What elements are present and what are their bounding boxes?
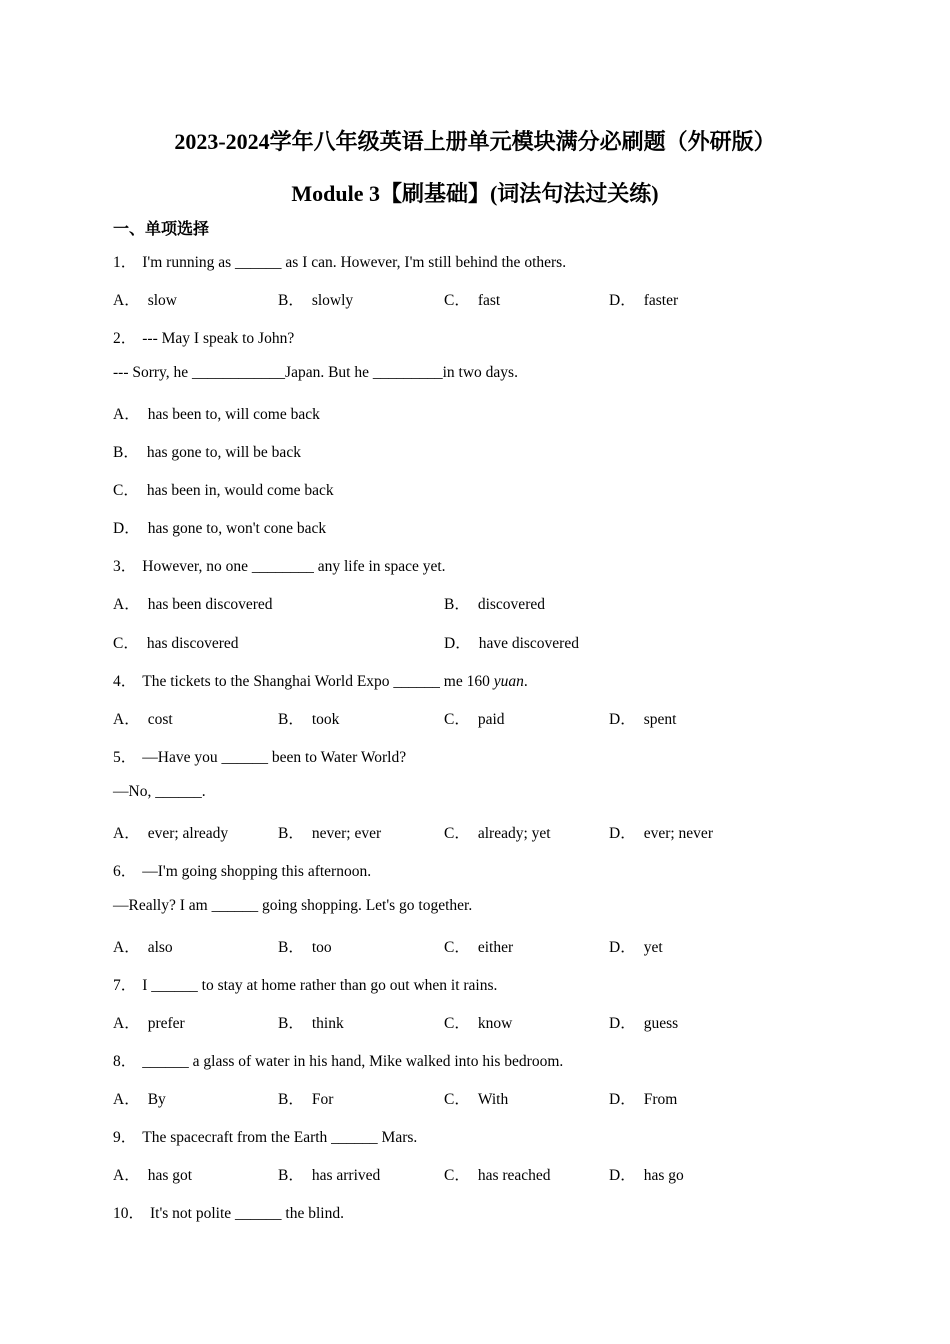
option-b[interactable]: [278, 707, 339, 729]
option-letter: D．: [609, 825, 636, 842]
option-text: has been in, would come back: [146, 482, 334, 499]
option-b[interactable]: [444, 592, 545, 614]
option-text: For: [311, 1091, 334, 1108]
question-number: 10．: [113, 1205, 145, 1222]
option-text: think: [311, 1015, 344, 1032]
option-text: faster: [643, 292, 679, 309]
option-letter: C．: [444, 825, 470, 842]
option-text: has got: [147, 1167, 193, 1184]
option-letter: A．: [113, 825, 140, 842]
option-text: discovered: [477, 596, 545, 613]
option-text: has been discovered: [147, 596, 273, 613]
option-d[interactable]: [609, 1163, 684, 1185]
option-letter: A．: [113, 406, 140, 423]
question-2-line-2: --- Sorry, he ____________Japan. But he _________in two days.: [113, 364, 518, 381]
option-c[interactable]: [444, 288, 500, 310]
option-text: ever; already: [147, 825, 229, 842]
question-9: [113, 1125, 417, 1147]
question-text: —Have you ______ been to Water World?: [142, 749, 407, 766]
question-number: 5．: [113, 749, 137, 766]
question-1: [113, 250, 566, 272]
option-c[interactable]: [444, 1011, 512, 1033]
question-number: 9．: [113, 1129, 137, 1146]
option-letter: C．: [444, 939, 470, 956]
question-number: 4．: [113, 673, 137, 690]
option-letter: A．: [113, 1091, 140, 1108]
option-letter: A．: [113, 1015, 140, 1032]
option-text: have discovered: [478, 635, 579, 652]
question-number: 7．: [113, 977, 137, 994]
option-c[interactable]: [444, 707, 505, 729]
document-subtitle: Module 3【刷基础】(词法句法过关练): [291, 181, 659, 206]
option-a[interactable]: [113, 402, 320, 424]
option-text: too: [311, 939, 332, 956]
option-text: has gone to, won't cone back: [147, 520, 327, 537]
option-d[interactable]: [609, 935, 663, 957]
question-text: The spacecraft from the Earth ______ Mars.: [142, 1129, 418, 1146]
option-letter: D．: [113, 520, 140, 537]
option-text: prefer: [147, 1015, 185, 1032]
option-d[interactable]: [609, 821, 713, 843]
option-b[interactable]: [278, 288, 353, 310]
option-letter: C．: [113, 482, 139, 499]
section-heading: 一、单项选择: [113, 219, 210, 238]
option-c[interactable]: [444, 1087, 508, 1109]
question-number: 6．: [113, 863, 137, 880]
question-number: 8．: [113, 1053, 137, 1070]
option-b[interactable]: [278, 1163, 380, 1185]
option-letter: B．: [278, 292, 304, 309]
option-b[interactable]: [113, 440, 301, 462]
option-text: slowly: [311, 292, 354, 309]
question-7: [113, 973, 497, 995]
option-letter: A．: [113, 292, 140, 309]
question-6: [113, 859, 371, 881]
option-text: slow: [147, 292, 177, 309]
option-text: took: [311, 711, 340, 728]
option-text: cost: [147, 711, 173, 728]
option-d[interactable]: [113, 516, 326, 538]
option-a[interactable]: [113, 821, 228, 843]
option-letter: D．: [609, 292, 636, 309]
option-letter: D．: [609, 1015, 636, 1032]
question-number: 1．: [113, 254, 137, 271]
option-d[interactable]: [609, 288, 678, 310]
option-text: paid: [477, 711, 505, 728]
option-text: never; ever: [311, 825, 382, 842]
question-10: [113, 1201, 344, 1223]
question-text: I'm running as ______ as I can. However, I'm still behind the others.: [142, 254, 567, 271]
question-number: 2．: [113, 330, 137, 347]
option-a[interactable]: [113, 1011, 185, 1033]
question-text: The tickets to the Shanghai World Expo ______ me 160: [142, 673, 494, 690]
option-text: ever; never: [643, 825, 713, 842]
question-text-tail: .: [523, 673, 528, 690]
option-text: guess: [643, 1015, 679, 1032]
option-b[interactable]: [278, 1011, 344, 1033]
option-letter: D．: [609, 1167, 636, 1184]
option-b[interactable]: [278, 821, 381, 843]
option-d[interactable]: [609, 1011, 678, 1033]
option-letter: B．: [113, 444, 139, 461]
option-text: has been to, will come back: [147, 406, 320, 423]
option-a[interactable]: [113, 1087, 166, 1109]
option-letter: D．: [609, 711, 636, 728]
option-letter: D．: [444, 635, 471, 652]
option-text: yet: [643, 939, 663, 956]
question-number: 3．: [113, 558, 137, 575]
option-letter: C．: [444, 1167, 470, 1184]
option-d[interactable]: [609, 1087, 677, 1109]
question-4: [113, 669, 528, 691]
option-text: fast: [477, 292, 501, 309]
option-a[interactable]: [113, 707, 173, 729]
option-letter: A．: [113, 939, 140, 956]
option-a[interactable]: [113, 935, 173, 957]
option-letter: B．: [278, 1167, 304, 1184]
question-text: ______ a glass of water in his hand, Mike walked into his bedroom.: [142, 1053, 564, 1070]
option-text: With: [477, 1091, 509, 1108]
question-text: It's not polite ______ the blind.: [150, 1205, 344, 1222]
option-letter: D．: [609, 939, 636, 956]
question-3: [113, 554, 446, 576]
question-8: [113, 1049, 563, 1071]
option-c[interactable]: [113, 478, 334, 500]
option-d[interactable]: [444, 631, 579, 653]
option-letter: B．: [278, 711, 304, 728]
option-b[interactable]: [278, 935, 332, 957]
question-2: [113, 326, 294, 348]
option-letter: C．: [444, 711, 470, 728]
option-letter: B．: [278, 1091, 304, 1108]
option-text: already; yet: [477, 825, 551, 842]
question-text: However, no one ________ any life in space yet.: [142, 558, 446, 575]
option-a[interactable]: [113, 288, 177, 310]
question-text-italic: yuan: [493, 673, 524, 690]
option-letter: C．: [444, 1015, 470, 1032]
option-a[interactable]: [113, 592, 273, 614]
option-text: From: [643, 1091, 678, 1108]
option-c[interactable]: [444, 935, 513, 957]
question-text: I ______ to stay at home rather than go out when it rains.: [142, 977, 498, 994]
option-text: has discovered: [146, 635, 239, 652]
option-text: has reached: [477, 1167, 551, 1184]
option-text: has go: [643, 1167, 684, 1184]
option-letter: B．: [444, 596, 470, 613]
option-d[interactable]: [609, 707, 676, 729]
option-letter: D．: [609, 1091, 636, 1108]
option-letter: A．: [113, 1167, 140, 1184]
question-text: --- May I speak to John?: [142, 330, 295, 347]
option-text: also: [147, 939, 173, 956]
option-letter: C．: [444, 1091, 470, 1108]
option-letter: C．: [113, 635, 139, 652]
option-letter: B．: [278, 825, 304, 842]
option-c[interactable]: [444, 821, 551, 843]
option-text: spent: [643, 711, 677, 728]
document-title: 2023-2024学年八年级英语上册单元模块满分必刷题（外研版）: [174, 129, 776, 154]
question-5-line-2: —No, ______.: [113, 783, 206, 800]
option-letter: B．: [278, 1015, 304, 1032]
option-letter: C．: [444, 292, 470, 309]
option-text: either: [477, 939, 514, 956]
option-a[interactable]: [113, 1163, 192, 1185]
option-letter: A．: [113, 596, 140, 613]
option-text: By: [147, 1091, 166, 1108]
option-letter: B．: [278, 939, 304, 956]
option-text: know: [477, 1015, 513, 1032]
option-text: has gone to, will be back: [146, 444, 301, 461]
question-5: [113, 745, 406, 767]
option-text: has arrived: [311, 1167, 381, 1184]
option-letter: A．: [113, 711, 140, 728]
option-c[interactable]: [113, 631, 239, 653]
question-6-line-2: —Really? I am ______ going shopping. Let's go together.: [113, 897, 473, 914]
question-text: —I'm going shopping this afternoon.: [142, 863, 372, 880]
option-c[interactable]: [444, 1163, 551, 1185]
option-b[interactable]: [278, 1087, 333, 1109]
